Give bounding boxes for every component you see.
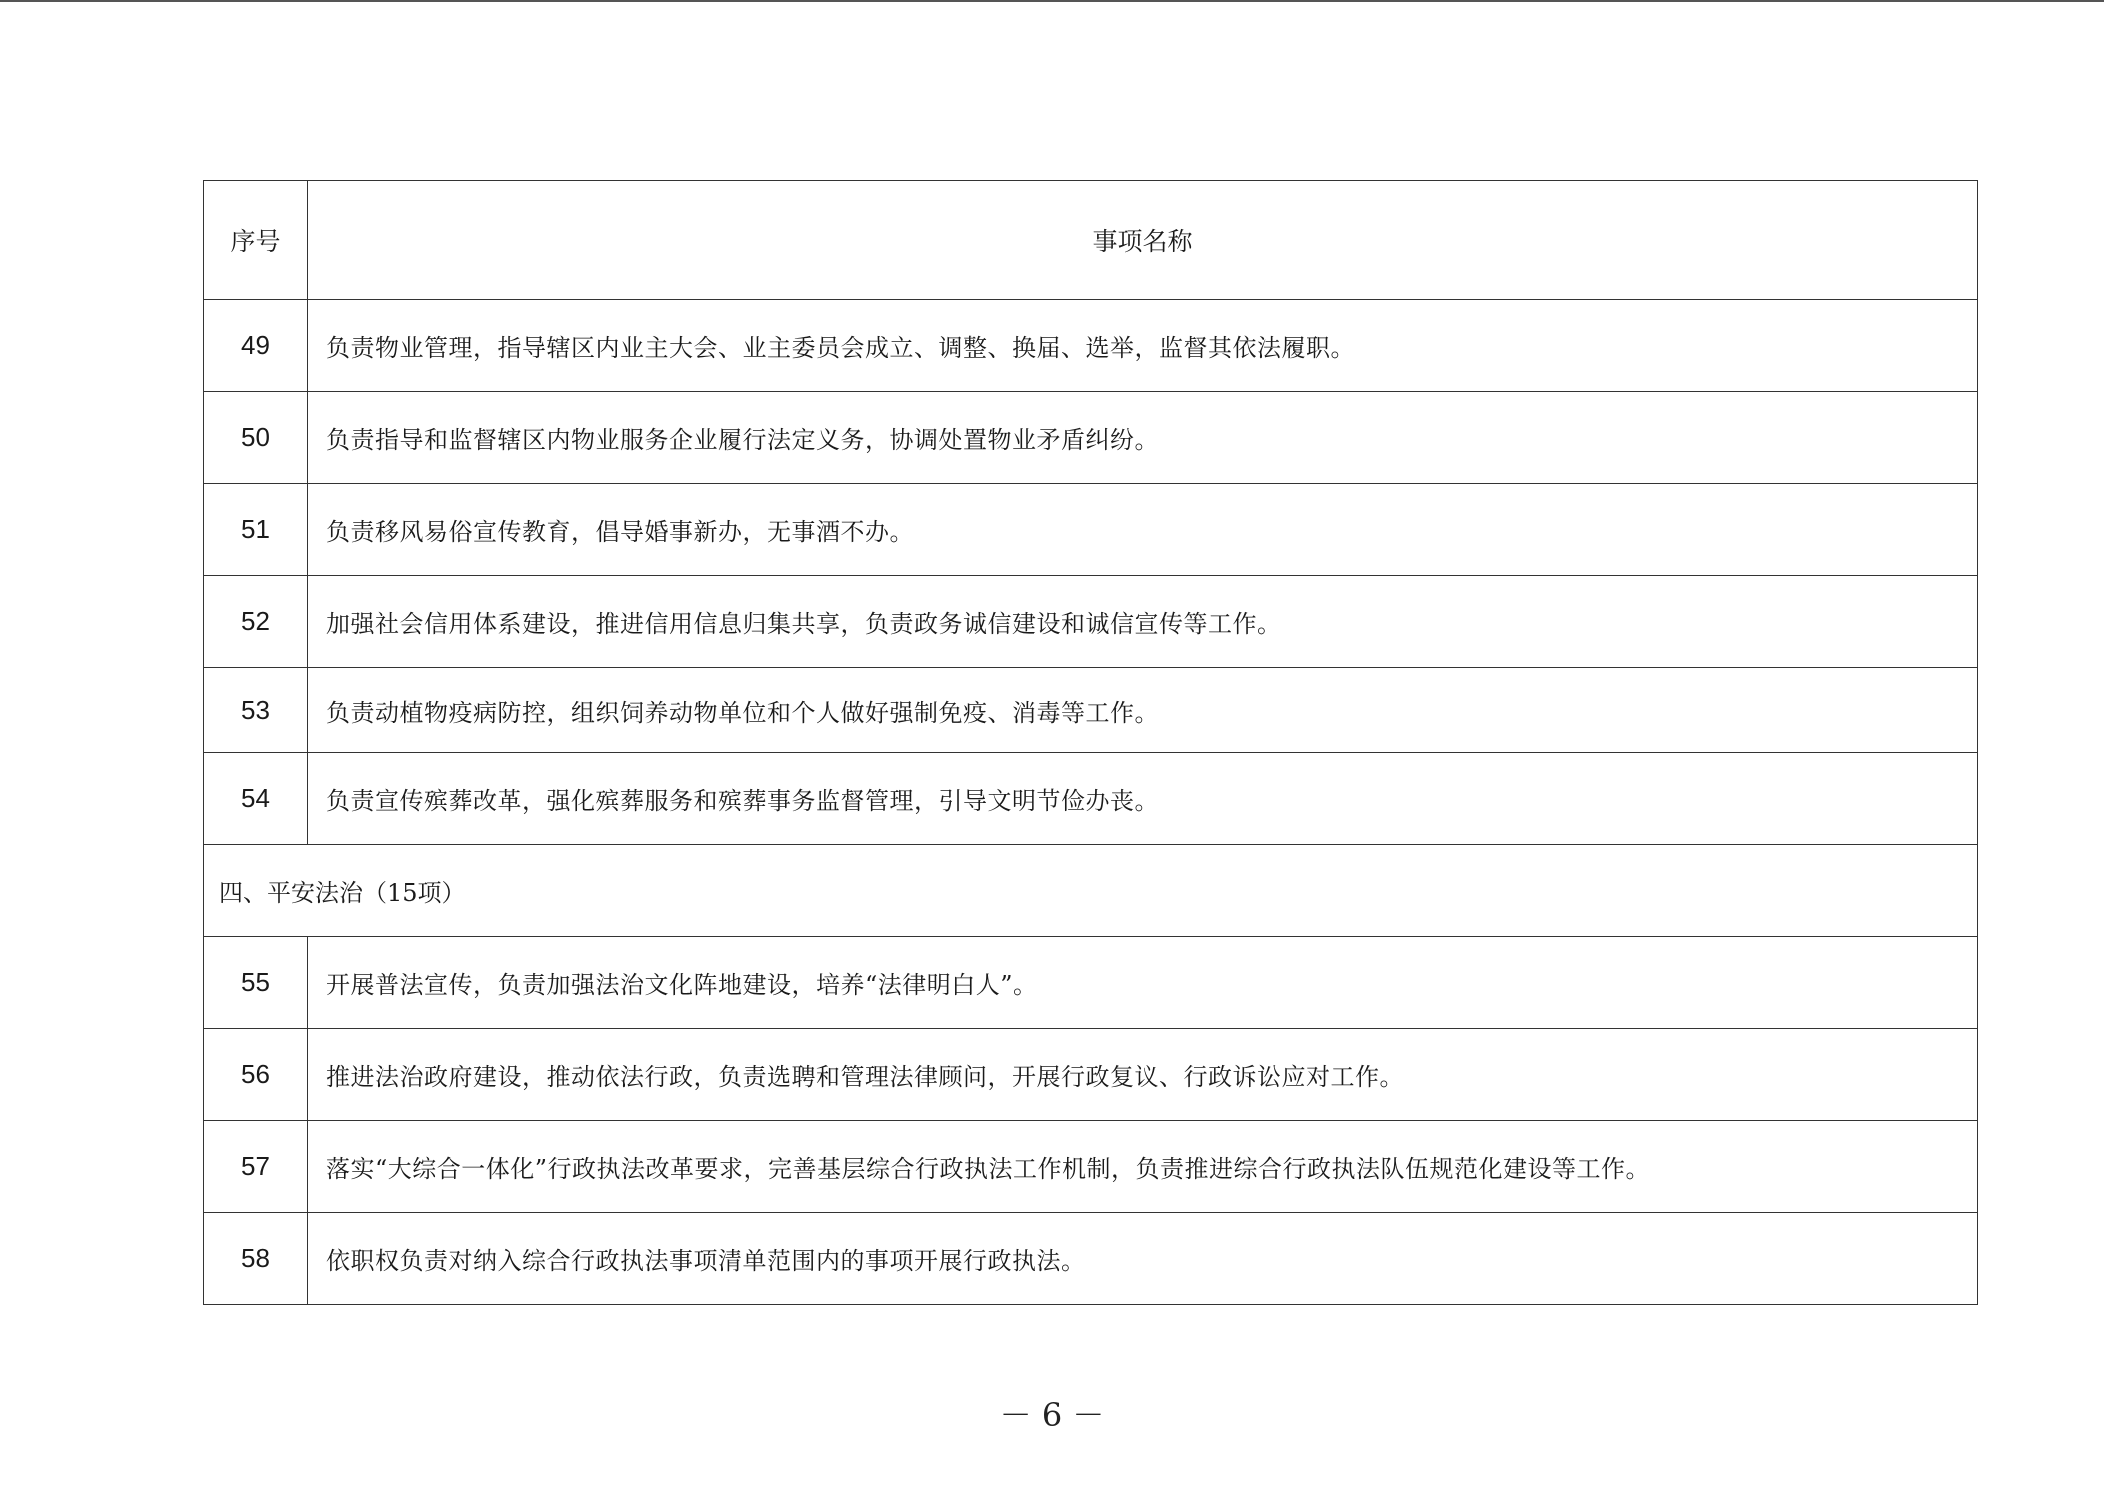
row-number: 55 xyxy=(204,937,308,1029)
table-header-row xyxy=(204,181,1978,300)
row-number: 58 xyxy=(204,1213,308,1305)
section-heading-row xyxy=(204,845,1978,937)
row-item-name: 负责动植物疫病防控，组织饲养动物单位和个人做好强制免疫、消毒等工作。 xyxy=(308,668,1978,753)
table-row xyxy=(204,1029,1978,1121)
row-number: 49 xyxy=(204,300,308,392)
row-item-name: 负责宣传殡葬改革，强化殡葬服务和殡葬事务监督管理，引导文明节俭办丧。 xyxy=(308,753,1978,845)
row-number: 56 xyxy=(204,1029,308,1121)
table-row xyxy=(204,1121,1978,1213)
item-table xyxy=(203,180,1978,1305)
row-item-name: 开展普法宣传，负责加强法治文化阵地建设，培养“法律明白人”。 xyxy=(308,937,1978,1029)
row-number: 54 xyxy=(204,753,308,845)
row-item-name: 负责移风易俗宣传教育，倡导婚事新办，无事酒不办。 xyxy=(308,484,1978,576)
page-top-border xyxy=(0,0,2104,2)
row-number: 50 xyxy=(204,392,308,484)
row-item-name: 加强社会信用体系建设，推进信用信息归集共享，负责政务诚信建设和诚信宣传等工作。 xyxy=(308,576,1978,668)
row-number: 53 xyxy=(204,668,308,753)
row-item-name: 负责物业管理，指导辖区内业主大会、业主委员会成立、调整、换届、选举，监督其依法履职。 xyxy=(308,300,1978,392)
table-row xyxy=(204,576,1978,668)
table-row xyxy=(204,937,1978,1029)
header-serial-number: 序号 xyxy=(204,181,308,300)
table-row xyxy=(204,1213,1978,1305)
row-item-name: 依职权负责对纳入综合行政执法事项清单范围内的事项开展行政执法。 xyxy=(308,1213,1978,1305)
table-row xyxy=(204,484,1978,576)
row-item-name: 推进法治政府建设，推动依法行政，负责选聘和管理法律顾问，开展行政复议、行政诉讼应对工作。 xyxy=(308,1029,1978,1121)
row-number: 57 xyxy=(204,1121,308,1213)
table-row xyxy=(204,392,1978,484)
row-number: 52 xyxy=(204,576,308,668)
table-row xyxy=(204,300,1978,392)
row-item-name: 负责指导和监督辖区内物业服务企业履行法定义务，协调处置物业矛盾纠纷。 xyxy=(308,392,1978,484)
table-row xyxy=(204,668,1978,753)
section-title: 四、平安法治（15项） xyxy=(204,845,1978,937)
header-item-name: 事项名称 xyxy=(308,181,1978,300)
page-number: － 6 － xyxy=(999,1396,1105,1434)
row-item-name: 落实“大综合一体化”行政执法改革要求，完善基层综合行政执法工作机制，负责推进综合行政执法队伍规范化建设等工作。 xyxy=(308,1121,1978,1213)
row-number: 51 xyxy=(204,484,308,576)
table-row xyxy=(204,753,1978,845)
